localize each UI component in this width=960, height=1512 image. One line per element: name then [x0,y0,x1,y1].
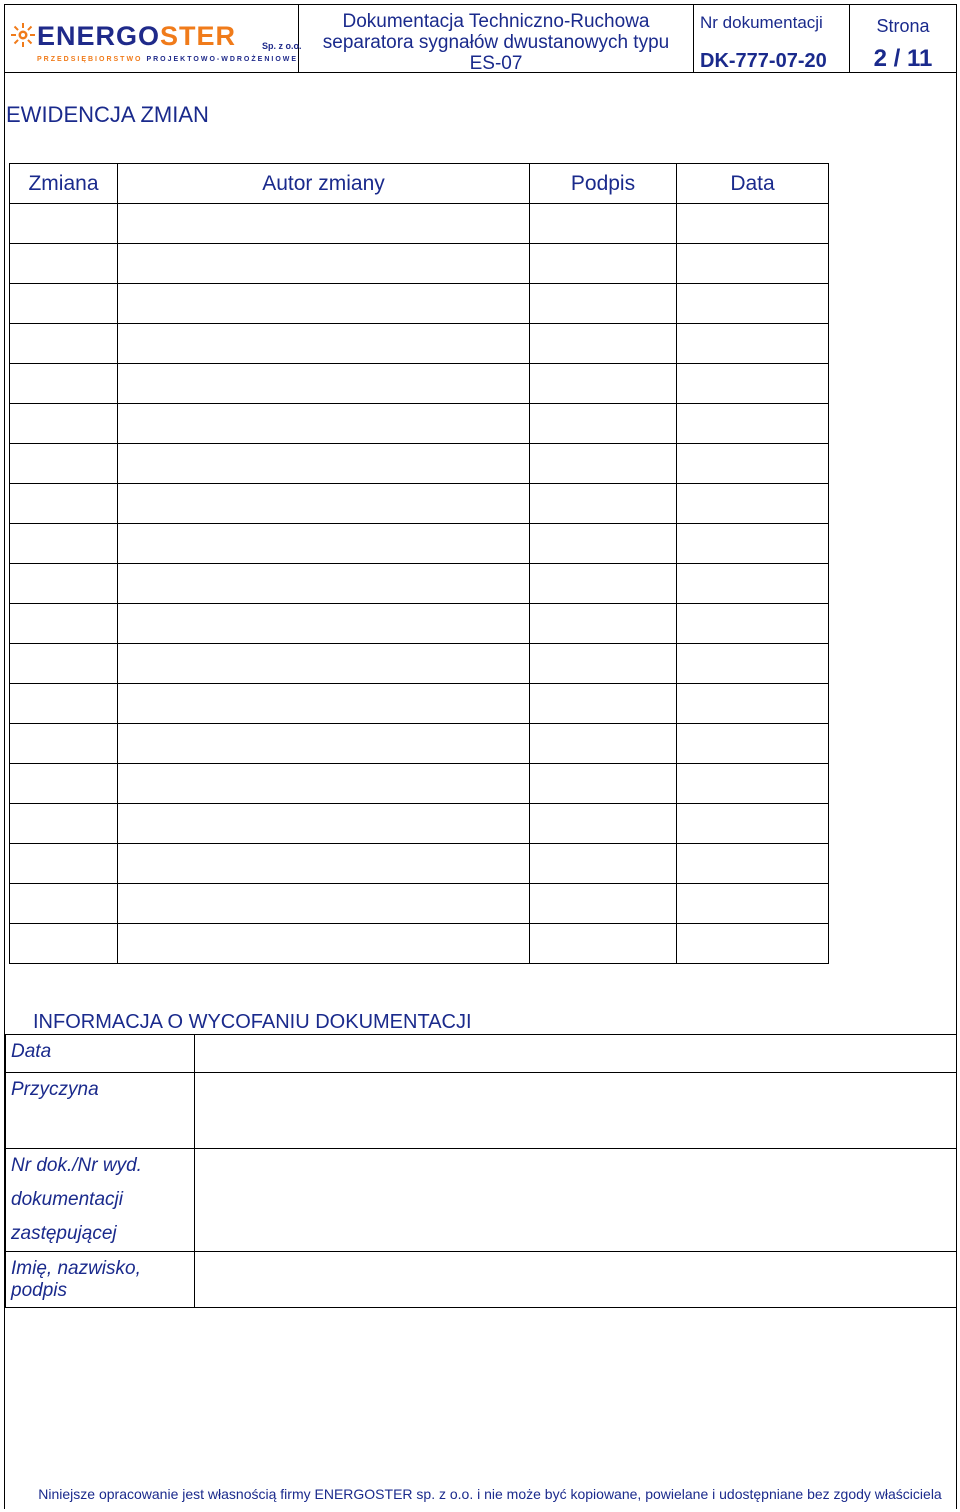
table-row [10,684,829,724]
author-cell [118,804,530,844]
table-row [10,604,829,644]
signature-cell [530,404,677,444]
signature-label-line-2: podpis [11,1280,67,1301]
date-cell [677,444,829,484]
logo-brand-part2: STER [160,21,237,51]
author-cell [118,884,530,924]
change-cell [10,724,118,764]
logo-tagline-part1: PRZEDSIĘBIORSTWO [37,56,147,63]
change-cell [10,364,118,404]
footer-copyright: Niniejsze opracowanie jest własnością firmy ENERGOSTER sp. z o.o. i nie może być kopiowane, powielane i udostępniane bez zgody właściciela [38,1486,942,1502]
signature-cell [530,364,677,404]
signature-cell [530,924,677,964]
withdrawal-row-signature [6,1252,957,1308]
changes-table [9,163,829,964]
change-cell [10,804,118,844]
table-row [10,924,829,964]
sun-gear-icon [11,23,35,47]
signature-cell [530,764,677,804]
replacement-label-line-3: zastępującej [11,1223,117,1244]
date-cell [677,724,829,764]
signature-cell [530,844,677,884]
table-row [10,484,829,524]
signature-cell [530,324,677,364]
signature-cell [530,804,677,844]
change-cell [10,844,118,884]
table-row [10,444,829,484]
date-cell [677,404,829,444]
page-value: 2 / 11 [873,45,933,72]
signature-label-line-1: Imię, nazwisko, [11,1258,141,1279]
doc-number-cell [694,5,850,72]
replacement-label-line-1: Nr dok./Nr wyd. [11,1155,142,1176]
column-header-signature: Podpis [530,164,677,204]
signature-cell [530,604,677,644]
change-cell [10,244,118,284]
signature-cell [530,244,677,284]
date-cell [677,564,829,604]
change-cell [10,924,118,964]
document-header [4,4,957,73]
logo-tagline-part2: PROJEKTOWO-WDROŻENIOWE [146,56,299,63]
signature-cell [530,684,677,724]
change-cell [10,684,118,724]
title-line-3: ES-07 [469,53,523,74]
author-cell [118,444,530,484]
changes-table-body [10,204,829,964]
logo-tagline [37,56,298,63]
table-row [10,404,829,444]
author-cell [118,604,530,644]
withdrawal-row-date [6,1035,957,1073]
page-label: Strona [876,16,930,36]
date-cell [677,364,829,404]
author-cell [118,924,530,964]
table-row [10,364,829,404]
logo-brand-part1: ENERGO [37,21,161,51]
table-row [10,804,829,844]
withdrawal-row-replacement [6,1149,957,1252]
change-cell [10,484,118,524]
signature-cell [530,724,677,764]
title-line-2: separatora sygnałów dwustanowych typu [322,32,670,53]
change-cell [10,564,118,604]
author-cell [118,684,530,724]
signature-cell [530,644,677,684]
change-cell [10,444,118,484]
replacement-label-line-2: dokumentacji [11,1189,123,1210]
date-cell [677,684,829,724]
date-cell [677,764,829,804]
signature-cell [530,484,677,524]
withdrawal-row-reason [6,1073,957,1149]
table-row [10,324,829,364]
change-cell [10,884,118,924]
table-row [10,844,829,884]
date-cell [677,484,829,524]
author-cell [118,284,530,324]
changes-section-title: EWIDENCJA ZMIAN [6,102,209,127]
doc-number-label: Nr dokumentacji [700,13,823,32]
logo-cell [5,5,302,72]
author-cell [118,524,530,564]
date-cell [677,844,829,884]
change-cell [10,604,118,644]
author-cell [118,244,530,284]
date-cell [677,604,829,644]
document-title [299,5,694,72]
date-value [195,1035,957,1073]
signature-cell [530,564,677,604]
date-cell [677,804,829,844]
table-row [10,724,829,764]
replacement-value [195,1149,957,1252]
author-cell [118,404,530,444]
date-cell [677,644,829,684]
signature-cell [530,884,677,924]
doc-number-value: DK-777-07-20 [700,50,827,72]
change-cell [10,284,118,324]
author-cell [118,324,530,364]
change-cell [10,764,118,804]
author-cell [118,644,530,684]
column-header-author: Autor zmiany [118,164,530,204]
author-cell [118,564,530,604]
date-cell [677,204,829,244]
reason-label: Przyczyna [6,1073,195,1149]
signature-cell [530,444,677,484]
changes-header-row [10,164,829,204]
author-cell [118,484,530,524]
author-cell [118,724,530,764]
table-row [10,764,829,804]
reason-value [195,1073,957,1149]
table-row [10,204,829,244]
author-cell [118,204,530,244]
date-cell [677,884,829,924]
replacement-label [6,1149,195,1252]
change-cell [10,524,118,564]
logo-company-suffix: Sp. z o.o. [262,41,302,51]
table-row [10,524,829,564]
signature-cell [530,524,677,564]
signature-cell [530,284,677,324]
table-row [10,644,829,684]
column-header-change: Zmiana [10,164,118,204]
column-header-date: Data [677,164,829,204]
title-line-1: Dokumentacja Techniczno-Ruchowa [342,11,650,32]
date-cell [677,924,829,964]
withdrawal-table [5,1034,957,1308]
date-label: Data [6,1035,195,1073]
author-cell [118,844,530,884]
table-row [10,884,829,924]
change-cell [10,204,118,244]
table-row [10,284,829,324]
table-row [10,564,829,604]
table-row [10,244,829,284]
change-cell [10,324,118,364]
change-cell [10,644,118,684]
date-cell [677,244,829,284]
author-cell [118,764,530,804]
author-cell [118,364,530,404]
page-number-cell [850,5,956,72]
date-cell [677,524,829,564]
change-cell [10,404,118,444]
logo-wordmark [37,21,236,52]
date-cell [677,324,829,364]
withdrawal-section-title: INFORMACJA O WYCOFANIU DOKUMENTACJI [33,1011,472,1033]
signature-label [6,1252,195,1308]
signature-value [195,1252,957,1308]
date-cell [677,284,829,324]
signature-cell [530,204,677,244]
